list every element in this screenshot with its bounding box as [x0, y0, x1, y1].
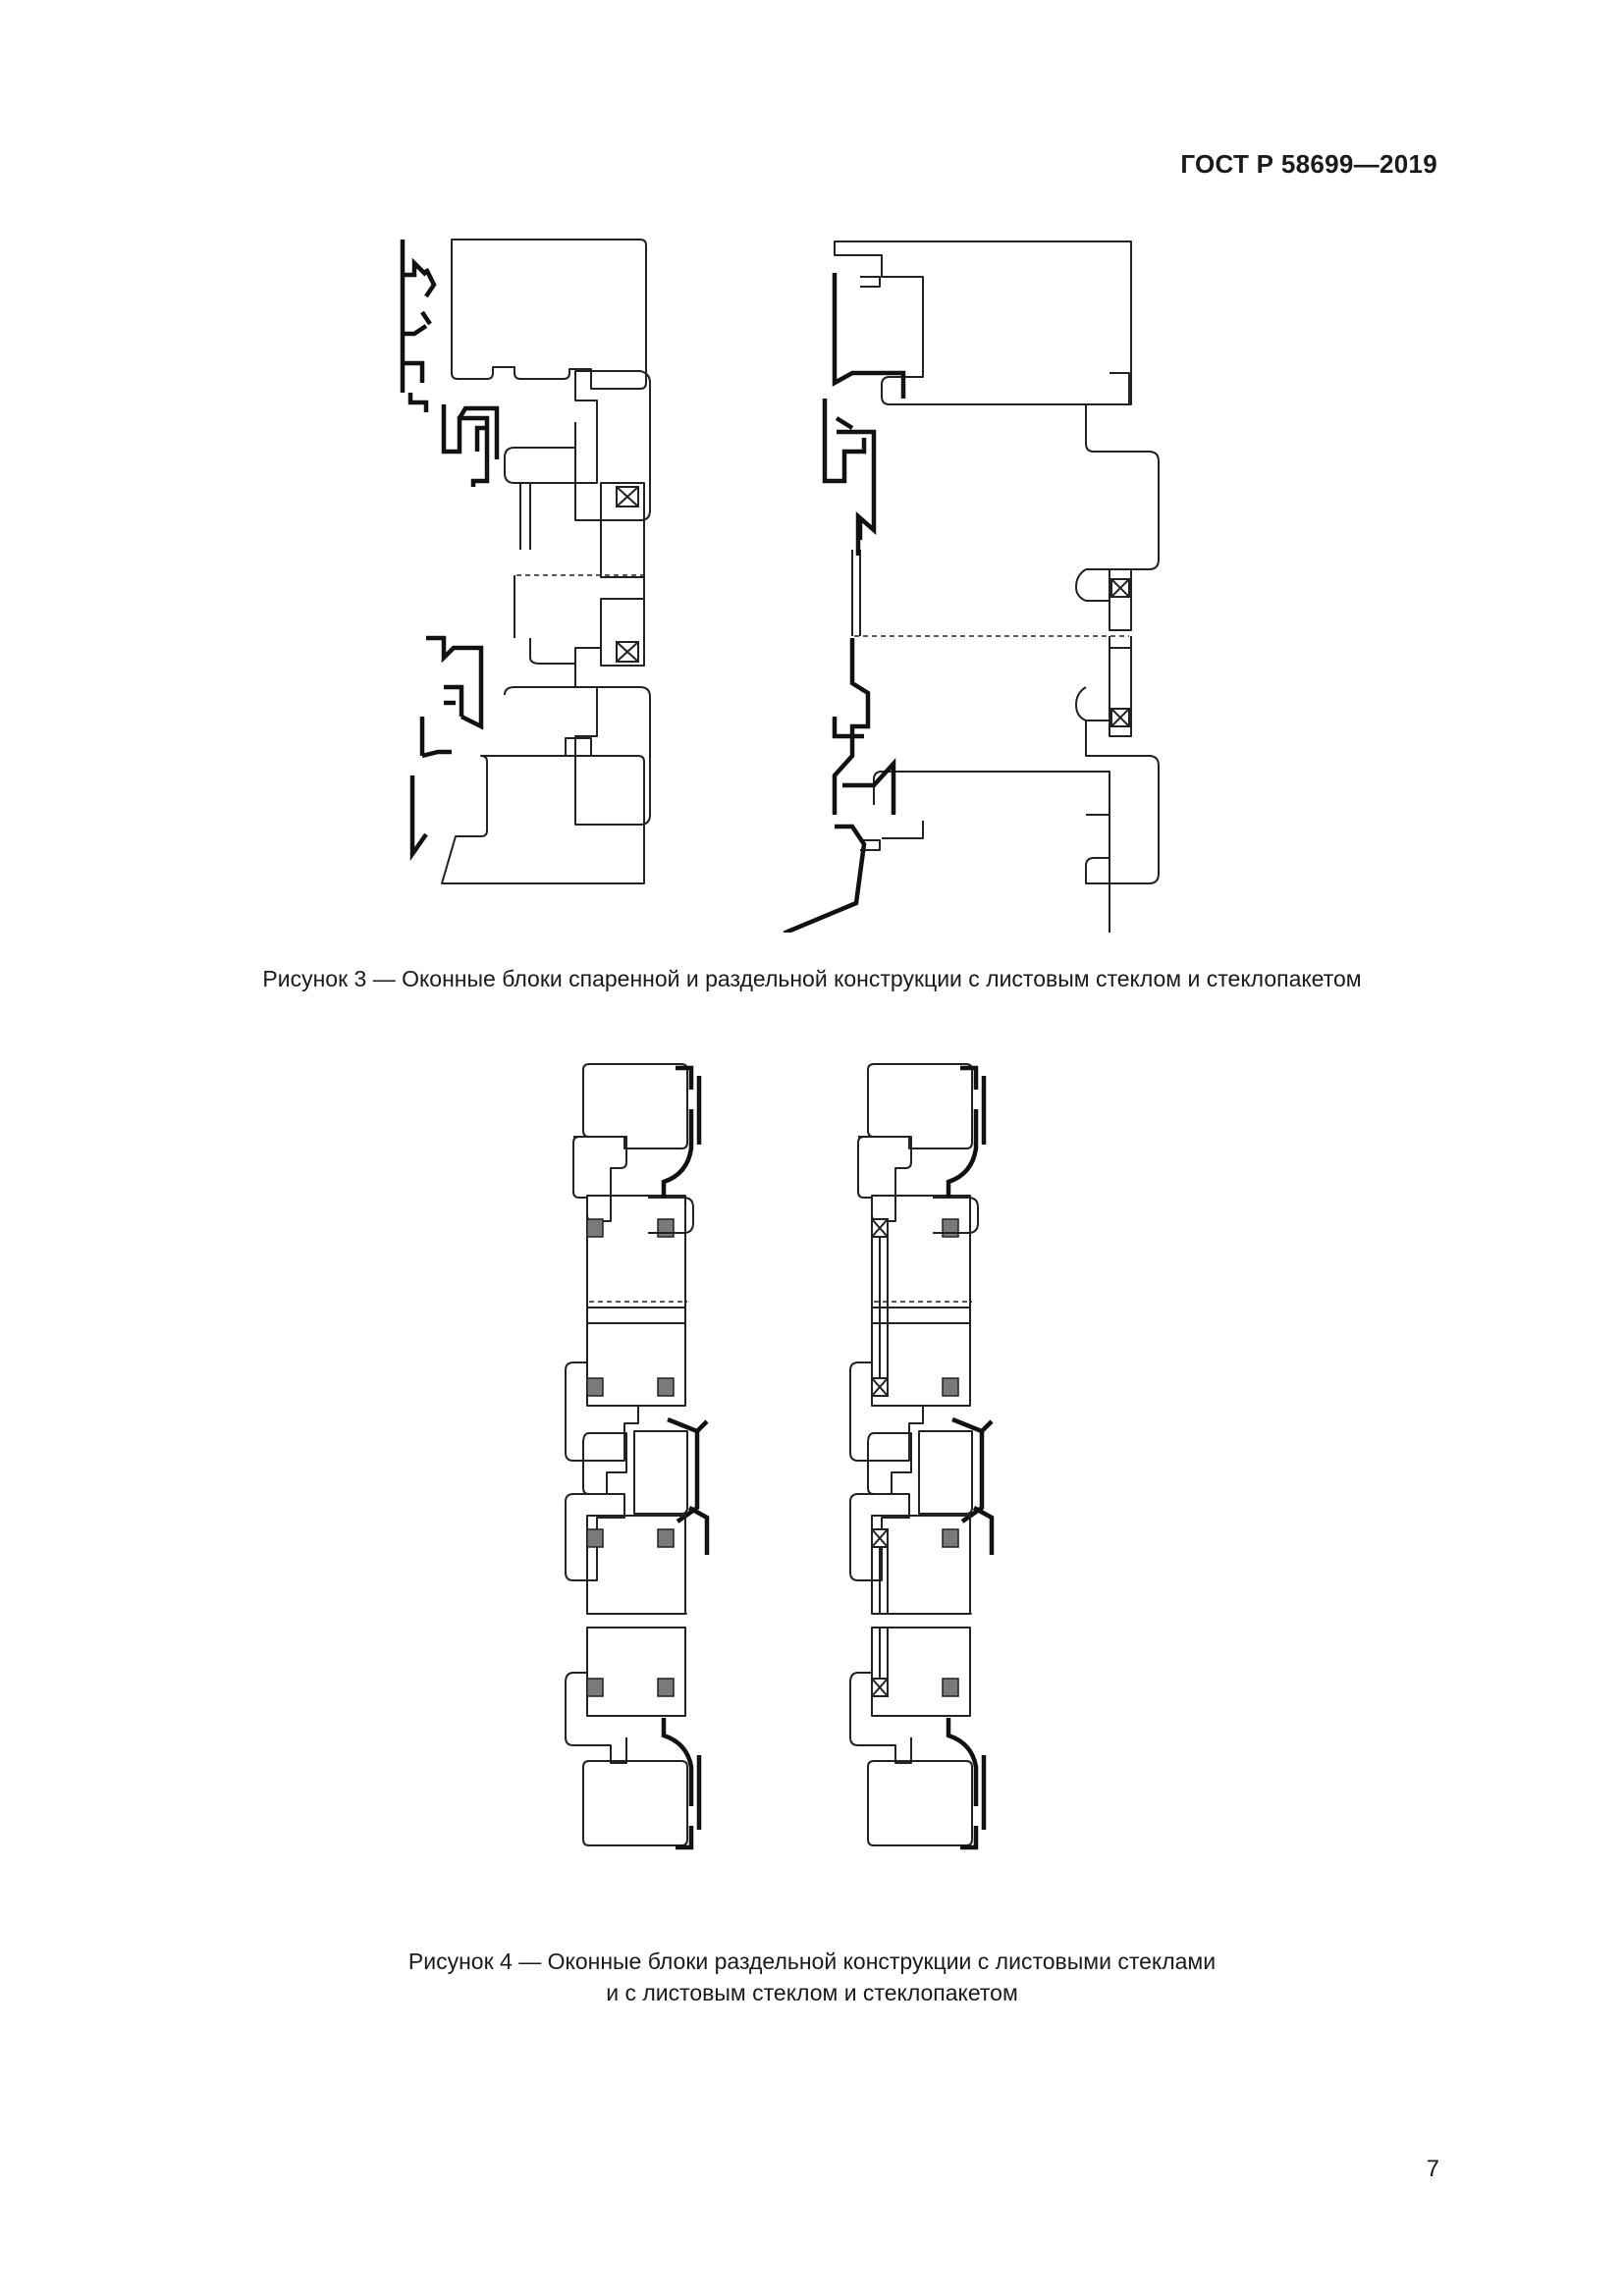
figure-4-left-window-section — [566, 1064, 707, 1847]
page-number: 7 — [1426, 2156, 1439, 2182]
figure-4-drawing — [550, 1050, 1021, 1934]
figure-3-right-window-section — [776, 241, 1159, 933]
figure-4-right-window-section — [850, 1064, 992, 1847]
figure-3-drawing — [383, 226, 1188, 933]
figure-4-caption — [0, 1946, 1624, 2008]
figure-3-caption: Рисунок 3 — Оконные блоки спаренной и раздельной конструкции с листовым стеклом и стеклопакетом — [262, 966, 1362, 991]
figure-4-caption-line-1: Рисунок 4 — Оконные блоки раздельной конструкции с листовыми стеклами — [407, 1949, 1217, 1974]
figure-3-left-window-section — [403, 240, 650, 883]
document-standard-code: ГОСТ Р 58699—2019 — [1180, 149, 1437, 179]
figure-4-caption-line-2: и с листовым стеклом и стеклопакетом — [606, 1980, 1018, 2005]
